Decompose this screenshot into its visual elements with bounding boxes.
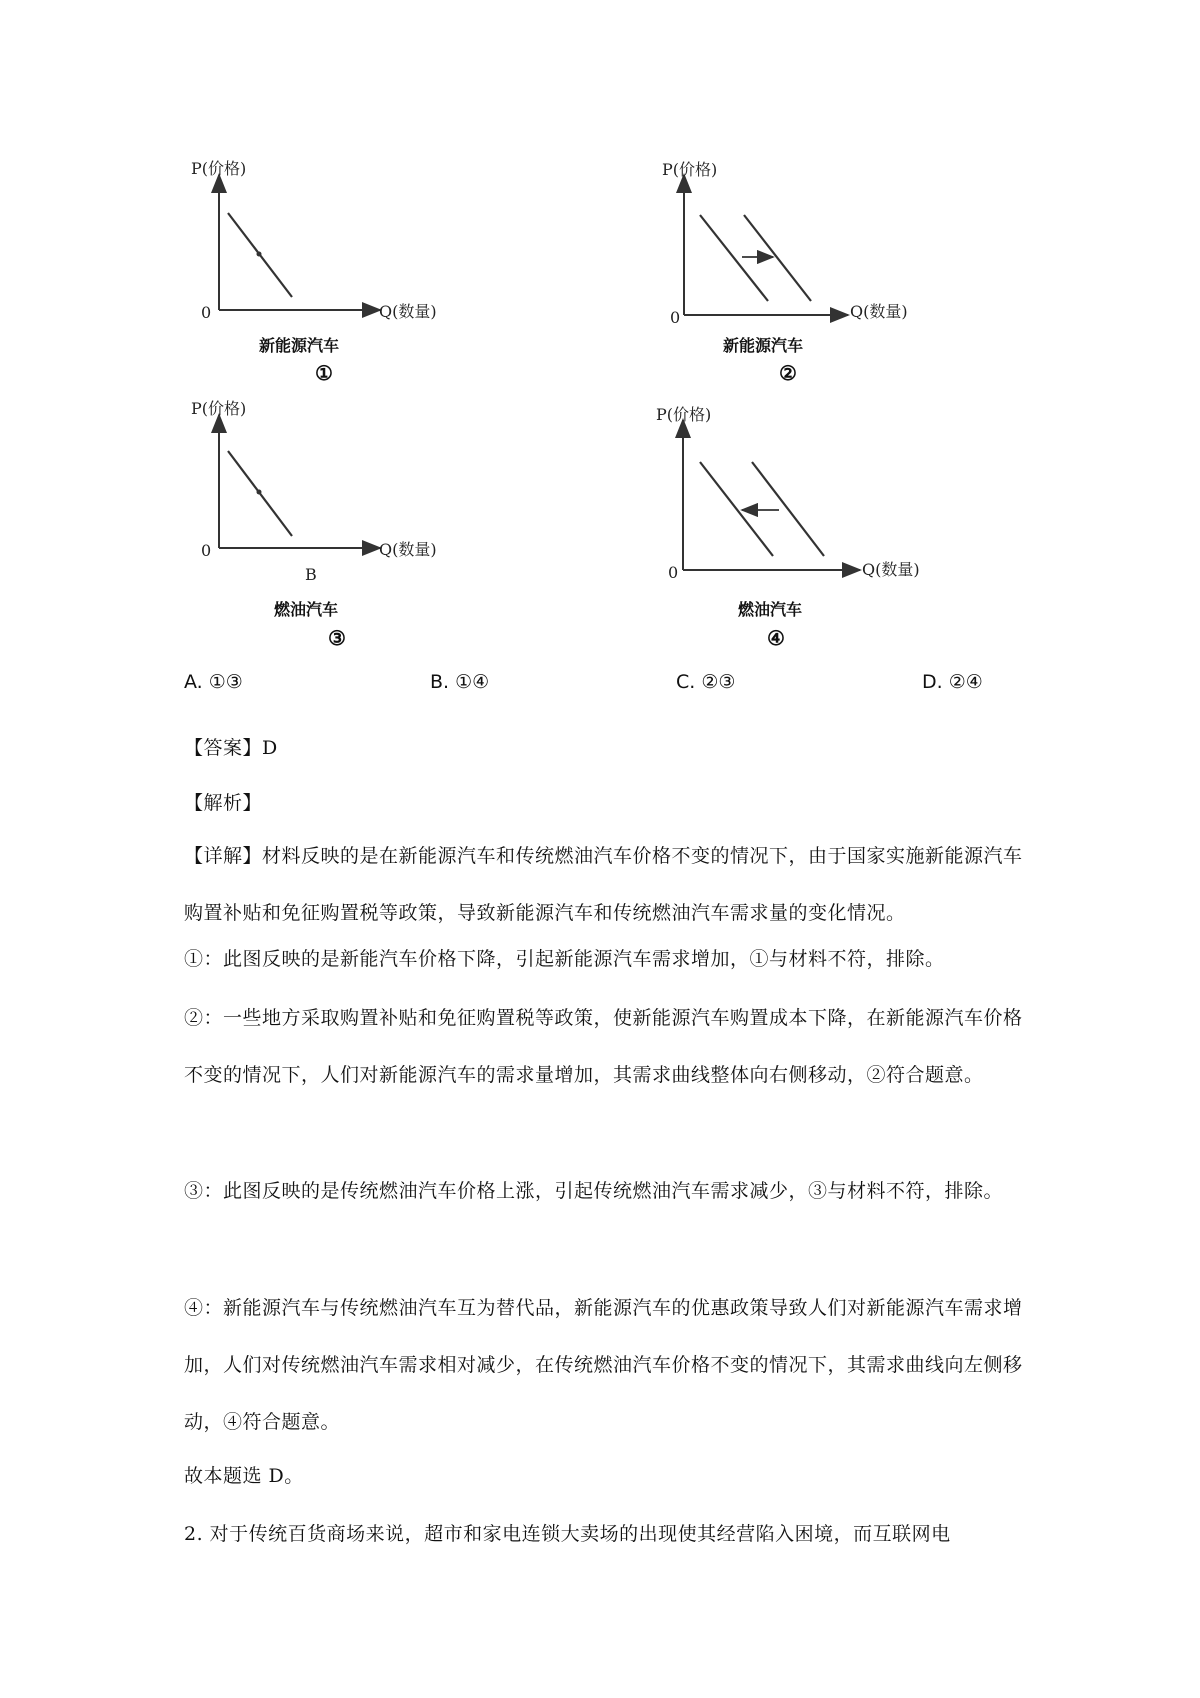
point-4-paragraph: ④：新能源汽车与传统燃油汽车互为替代品，新能源汽车的优惠政策导致人们对新能源汽车需求增加，人们对传统燃油汽车需求相对减少，在传统燃油汽车价格不变的情况下，其需求曲线向左侧移动，④符合题意。 [184, 1297, 1023, 1433]
option-b: B. ①④ [430, 671, 490, 693]
origin-label: 0 [201, 541, 212, 560]
x-axis-label: Q(数量) [379, 302, 437, 321]
answer-options [0, 671, 1200, 701]
origin-label: 0 [668, 563, 679, 582]
origin-label: 0 [201, 303, 212, 322]
y-axis-label: P(价格) [191, 159, 247, 178]
chart-2 [662, 160, 908, 385]
conclusion-line: 故本题选 D。 [184, 1465, 304, 1487]
x-axis-label: Q(数量) [379, 540, 437, 559]
detail-paragraph: 【详解】材料反映的是在新能源汽车和传统燃油汽车价格不变的情况下，由于国家实施新能源汽车购置补贴和免征购置税等政策，导致新能源汽车和传统燃油汽车需求量的变化情况。 [184, 845, 1023, 924]
chart-number: ④ [767, 626, 785, 650]
curve-point [257, 490, 262, 495]
chart-4 [656, 405, 920, 650]
demand-charts [0, 0, 1200, 660]
y-axis-label: P(价格) [191, 399, 247, 418]
chart-note: B [305, 565, 317, 584]
origin-label: 0 [670, 308, 681, 327]
demand-curve-d2 [744, 215, 811, 301]
chart-1 [191, 159, 437, 385]
chart-number: ③ [328, 626, 346, 650]
analysis-heading: 【解析】 [184, 792, 263, 814]
x-axis-label: Q(数量) [850, 302, 908, 321]
point-2-paragraph: ②：一些地方采取购置补贴和免征购置税等政策，使新能源汽车购置成本下降，在新能源汽车价格不变的情况下，人们对新能源汽车的需求量增加，其需求曲线整体向右侧移动，②符合题意。 [184, 1007, 1023, 1086]
chart-title: 燃油汽车 [274, 600, 339, 619]
demand-curve-d1 [700, 215, 768, 301]
question-2-line: 2. 对于传统百货商场来说，超市和家电连锁大卖场的出现使其经营陷入困境，而互联网电 [184, 1523, 951, 1545]
point-3-paragraph: ③：此图反映的是传统燃油汽车价格上涨，引起传统燃油汽车需求减少，③与材料不符，排除。 [184, 1180, 1004, 1202]
chart-title: 燃油汽车 [738, 600, 803, 619]
y-axis-label: P(价格) [656, 405, 712, 424]
answer-line: 【答案】D [184, 737, 278, 759]
chart-number: ① [315, 361, 333, 385]
chart-number: ② [779, 361, 797, 385]
x-axis-label: Q(数量) [862, 560, 920, 579]
option-a: A. ①③ [184, 671, 243, 693]
chart-3 [191, 399, 437, 650]
chart-title: 新能源汽车 [723, 336, 804, 355]
curve-point [257, 252, 262, 257]
point-1-paragraph: ①：此图反映的是新能汽车价格下降，引起新能源汽车需求增加，①与材料不符，排除。 [184, 948, 945, 970]
chart-title: 新能源汽车 [259, 336, 340, 355]
option-d: D. ②④ [922, 671, 983, 693]
option-c: C. ②③ [676, 671, 736, 693]
y-axis-label: P(价格) [662, 160, 718, 179]
